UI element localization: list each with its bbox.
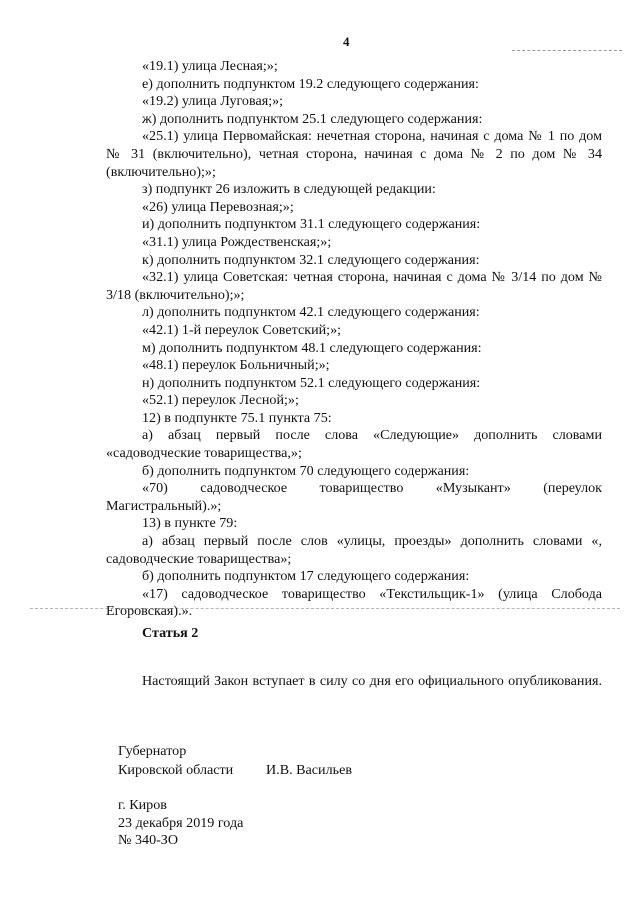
page-number: 4 — [343, 34, 350, 49]
document-number: № 340-ЗО — [118, 832, 179, 848]
amendment-paragraph: л) дополнить подпунктом 42.1 следующего содержания: — [142, 304, 480, 321]
closing-paragraph — [106, 658, 602, 704]
scan-artifact-top — [512, 50, 622, 51]
signatory-row — [118, 761, 352, 780]
amendment-paragraph: и) дополнить подпунктом 31.1 следующего содержания: — [142, 216, 481, 233]
amendment-paragraph: «17) садоводческое товарищество «Текстильщик-1» (улица Слобода Егоровская).». — [106, 585, 602, 620]
amendment-paragraph: «19.2) улица Луговая;»; — [142, 93, 284, 110]
amendment-paragraph: б) дополнить подпунктом 17 следующего содержания: — [142, 568, 470, 585]
amendment-paragraph: 12) в подпункте 75.1 пункта 75: — [142, 409, 332, 426]
amendment-paragraph: «32.1) улица Советская: четная сторона, начиная с дома № 3/14 по дом № 3/18 (включительно);»; — [106, 269, 602, 303]
amendment-paragraph: з) подпункт 26 изложить в следующей редакции: — [142, 181, 436, 198]
document-city: г. Киров — [118, 797, 167, 813]
amendment-paragraph: к) дополнить подпунктом 32.1 следующего содержания: — [142, 251, 480, 268]
amendment-paragraph: а) абзац первый после слова «Следующие» дополнить словами «садоводческие товарищества,»; — [106, 427, 602, 462]
document-date: 23 декабря 2019 года — [118, 814, 244, 831]
amendment-paragraph: е) дополнить подпунктом 19.2 следующего содержания: — [142, 75, 479, 92]
amendment-paragraph: «48.1) переулок Больничный;»; — [142, 357, 330, 374]
amendment-paragraph: «31.1) улица Рождественская;»; — [142, 233, 332, 250]
amendment-paragraph: «42.1) 1-й переулок Советский;»; — [142, 321, 342, 338]
signatory-name: И.В. Васильев — [266, 762, 352, 778]
amendment-paragraph: «25.1) улица Первомайская: нечетная сторона, начиная с дома № 1 по дом № 31 (включительно), четная сторона, начиная с дома № 2 по дом № 34 (включительно);»; — [106, 128, 602, 180]
article-title: Статья 2 — [142, 625, 199, 641]
amendment-list — [106, 58, 602, 621]
document-footer — [118, 797, 243, 850]
amendment-paragraph: б) дополнить подпунктом 70 следующего содержания: — [142, 462, 470, 479]
amendment-paragraph: м) дополнить подпунктом 48.1 следующего содержания: — [142, 339, 482, 356]
amendment-paragraph: 13) в пункте 79: — [142, 515, 238, 532]
signature-block — [118, 742, 352, 780]
amendment-paragraph: «19.1) улица Лесная;»; — [142, 58, 278, 74]
closing-text: Настоящий Закон вступает в силу со дня его официального опубликования. — [142, 673, 602, 690]
amendment-paragraph: ж) дополнить подпунктом 25.1 следующего содержания: — [142, 110, 483, 127]
signatory-organization: Кировской области — [118, 762, 234, 778]
amendment-paragraph: н) дополнить подпунктом 52.1 следующего содержания: — [142, 374, 481, 391]
amendment-paragraph: а) абзац первый после слов «улицы, проезды» дополнить словами «, садоводческие товарищества»; — [106, 533, 602, 567]
amendment-paragraph: «26) улица Перевозная;»; — [142, 198, 294, 215]
amendment-paragraph: «70) садоводческое товарищество «Музыкант» (переулок Магистральный).»; — [106, 480, 602, 514]
signatory-position: Губернатор — [118, 743, 187, 759]
amendment-paragraph: «52.1) переулок Лесной;»; — [142, 392, 299, 409]
